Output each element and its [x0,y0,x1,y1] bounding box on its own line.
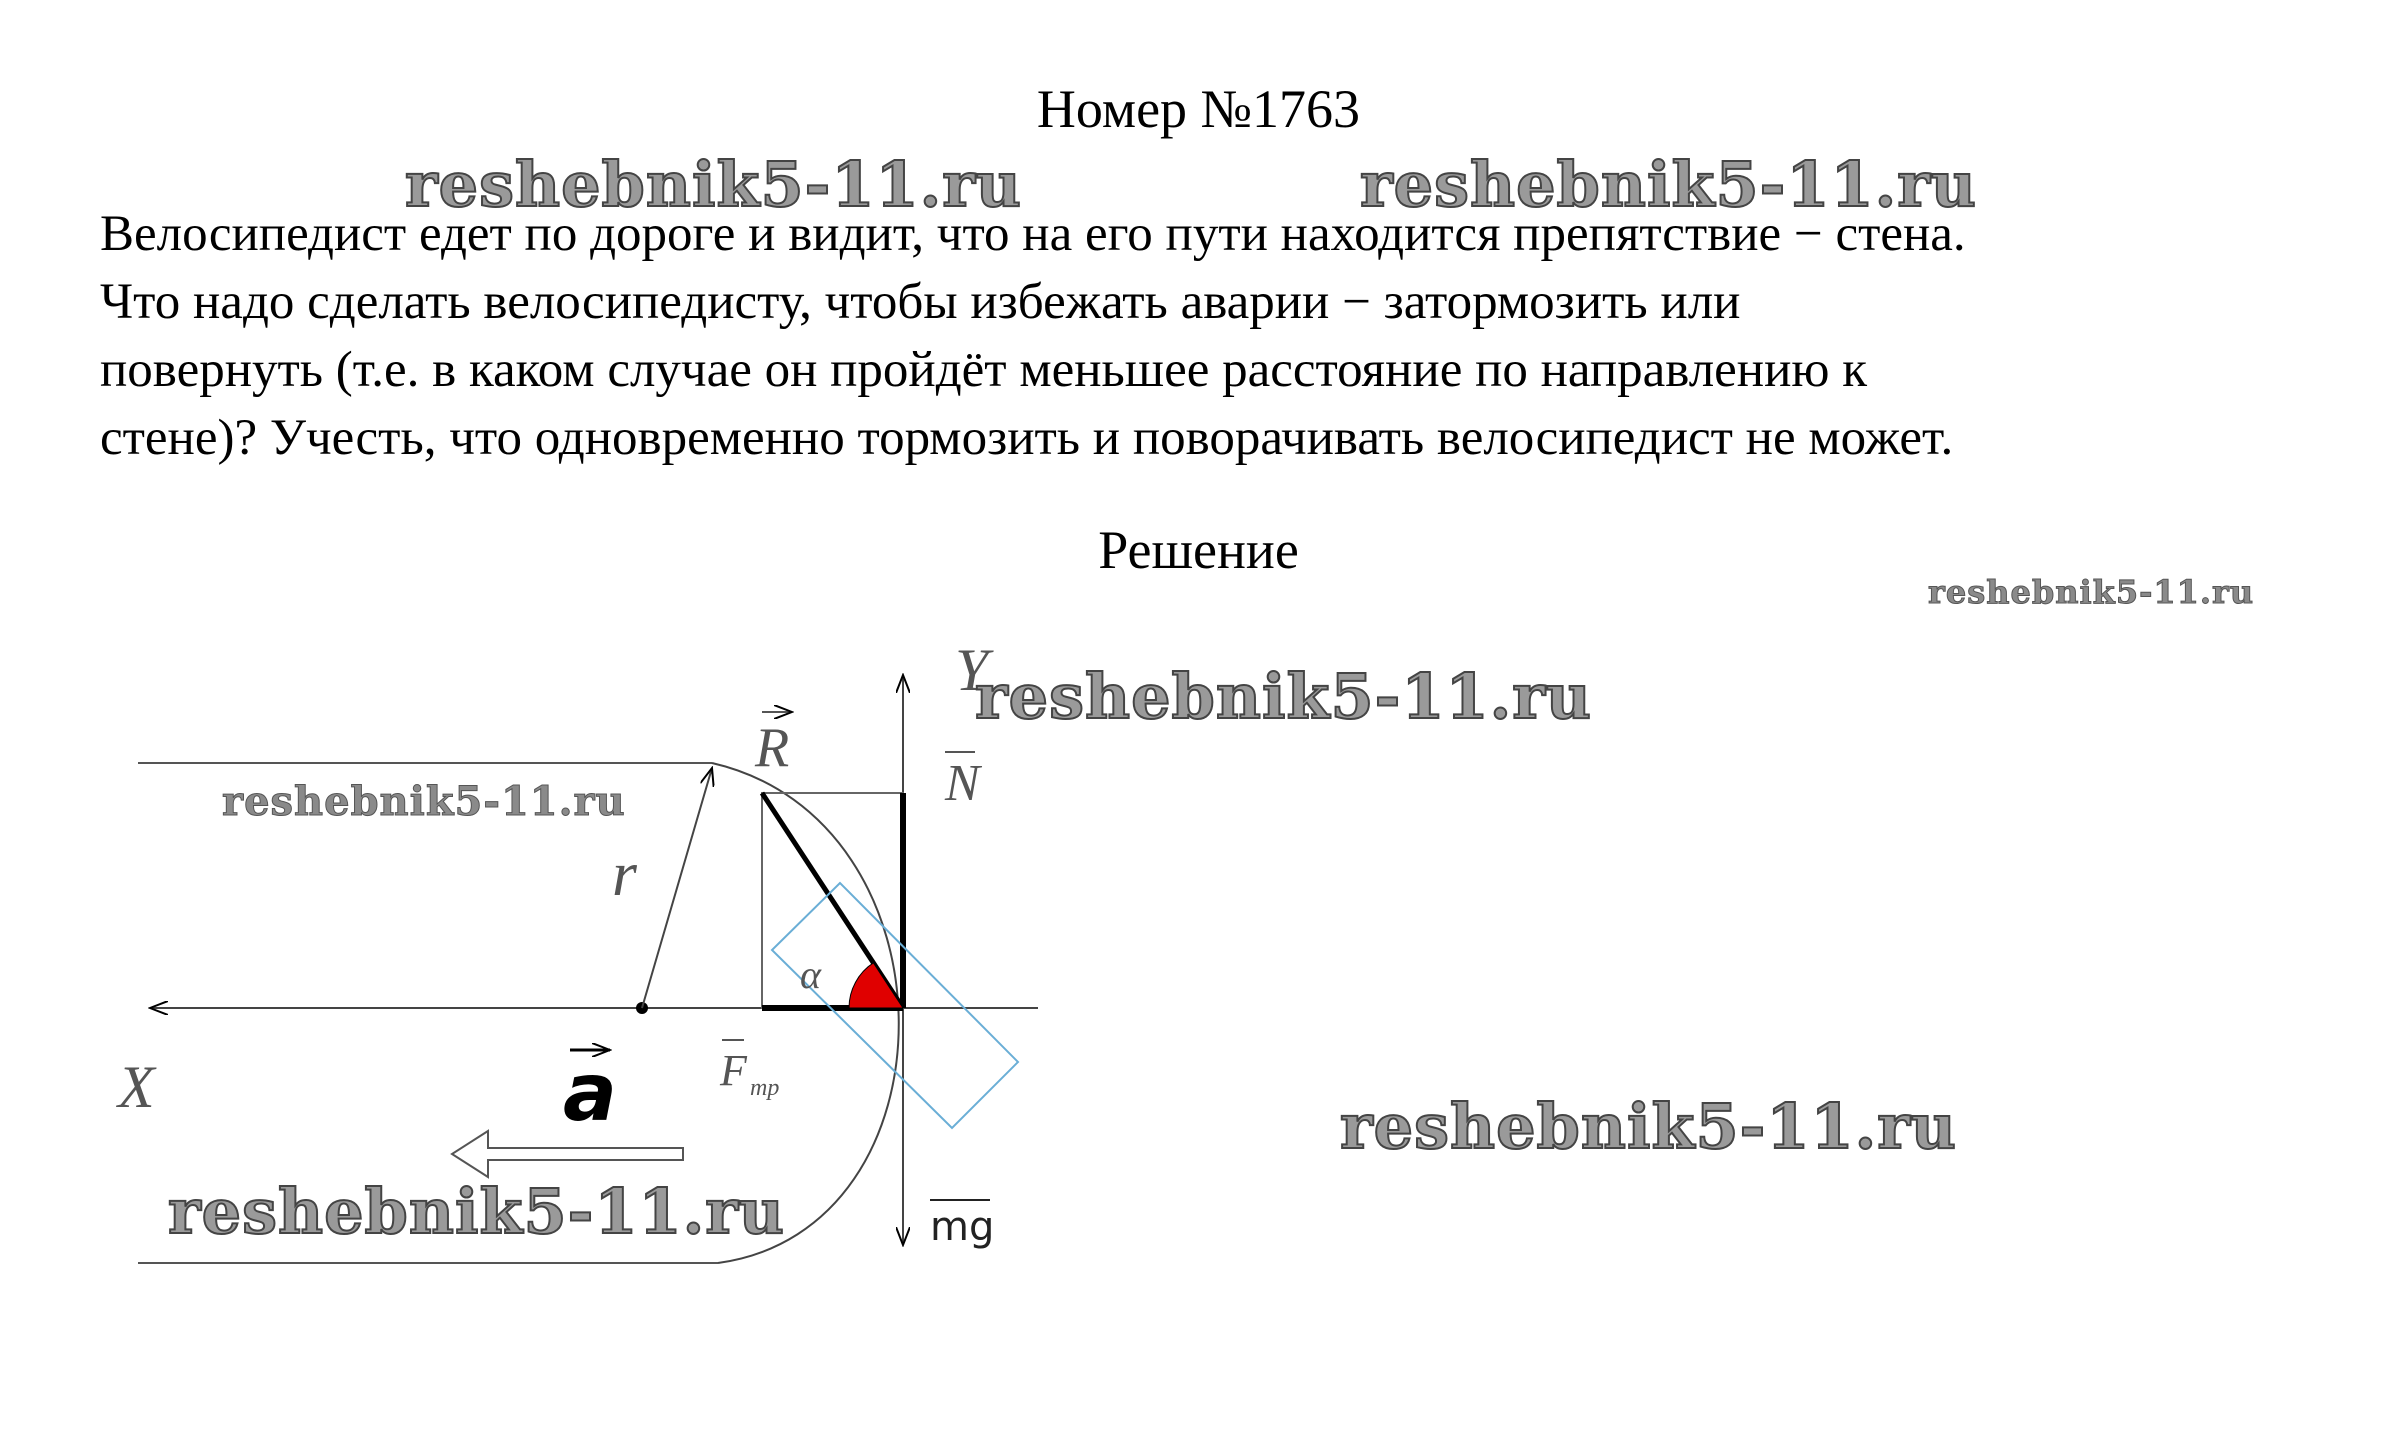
watermark: reshebnik5-11.ru [1340,1090,1957,1163]
r-vector-label: R [755,717,790,779]
problem-line: стене)? Учесть, что одновременно тормозить и поворачивать велосипедист не может. [100,410,1954,466]
problem-number-title: Номер №1763 [1036,79,1361,139]
watermark: reshebnik5-11.ru [405,148,1022,221]
watermark: reshebnik5-11.ru [975,660,1592,733]
problem-line: повернуть (т.е. в каком случае он пройдёт меньшее расстояние по направлению к [100,342,1868,398]
acceleration-label: a [563,1046,617,1139]
watermark: reshebnik5-11.ru [168,1175,785,1248]
n-vector-label: N [945,755,980,812]
y-axis-label: Y [955,637,989,703]
radius-line [642,768,712,1008]
problem-line: Велосипедист едет по дороге и видит, что на его пути находится препятствие − стена. [100,206,1966,262]
watermark: reshebnik5-11.ru [1928,573,2255,611]
x-axis-label: X [118,1054,155,1120]
friction-subscript: тр [750,1075,780,1101]
watermark: reshebnik5-11.ru [222,778,626,825]
problem-line: Что надо сделать велосипедисту, чтобы избежать аварии − затормозить или [100,274,1741,330]
mg-label: mg [930,1204,995,1250]
solution-heading: Решение [1098,520,1299,580]
watermark: reshebnik5-11.ru [1360,148,1977,221]
radius-label: r [612,838,637,909]
friction-label: F [720,1046,747,1095]
alpha-label: α [800,952,821,997]
